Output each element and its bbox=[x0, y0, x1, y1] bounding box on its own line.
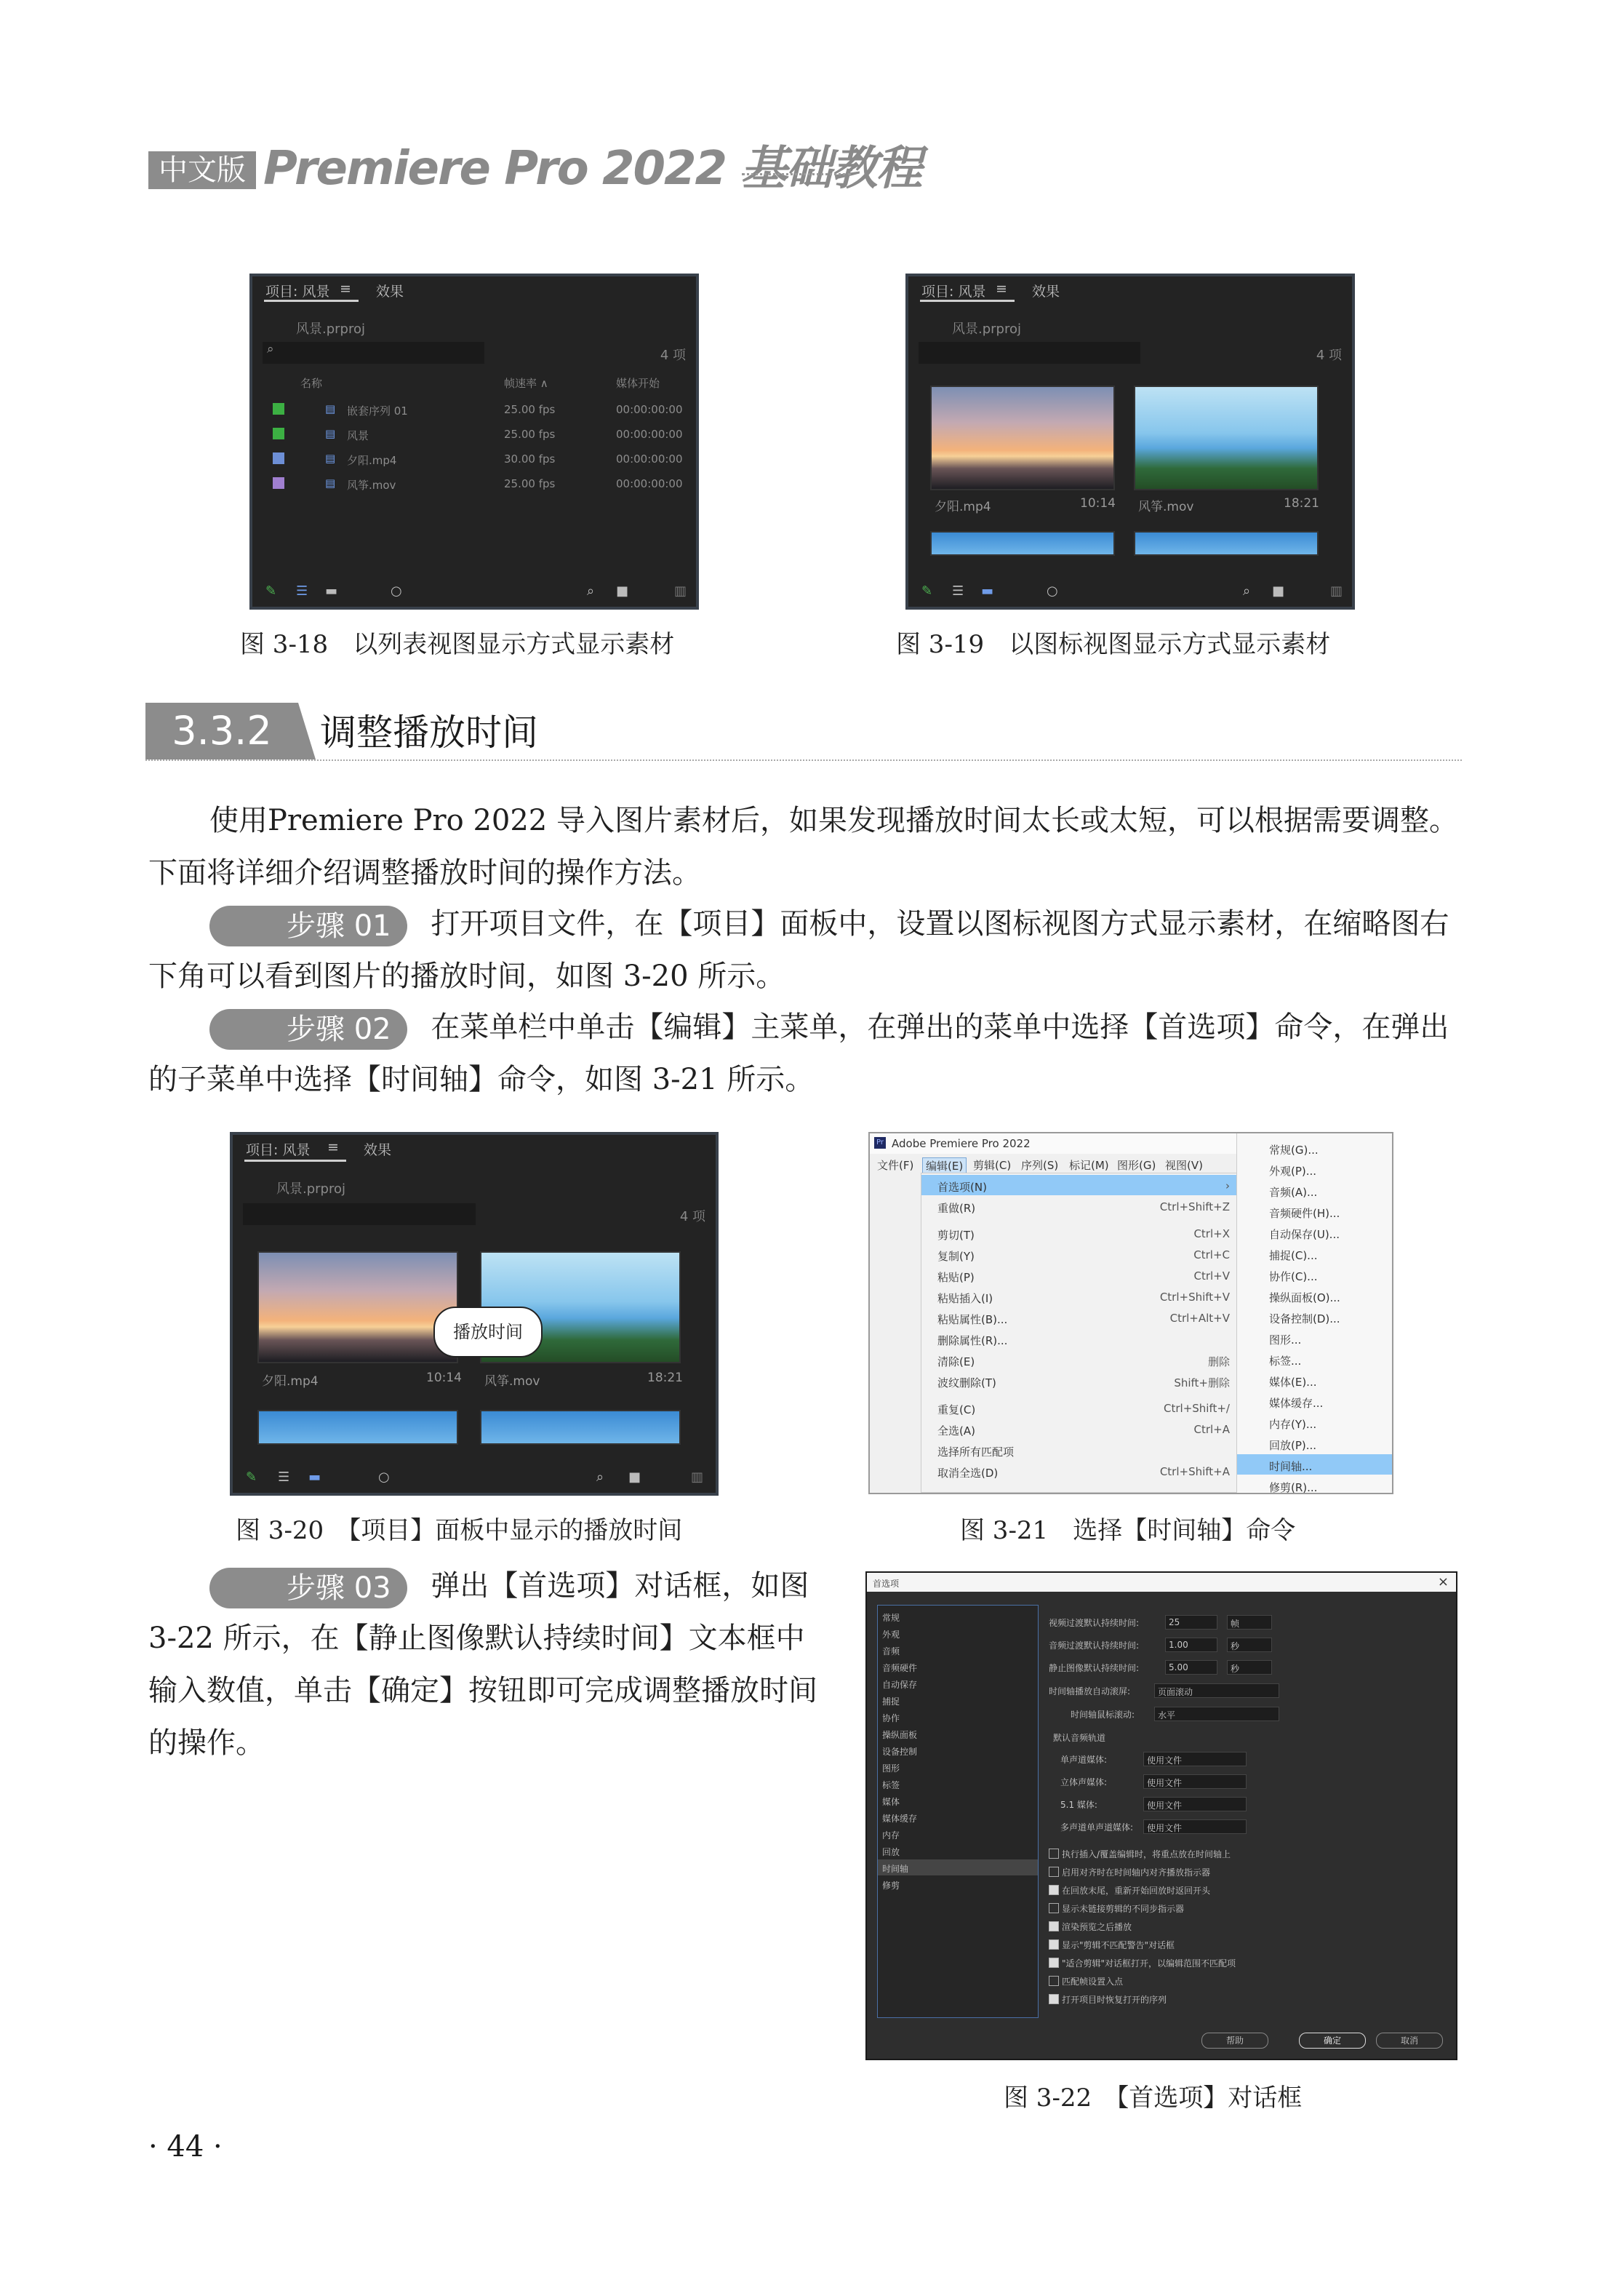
menu-item-shortcut: Ctrl+X bbox=[1193, 1227, 1230, 1240]
nav-item[interactable] bbox=[878, 1726, 1038, 1742]
figure-3-19-caption: 图 3-19 以图标视图显示方式显示素材 bbox=[896, 630, 1331, 659]
audio-track-label: 立体声媒体: bbox=[1060, 1777, 1108, 1787]
menu-0[interactable]: 文件(F) bbox=[877, 1159, 914, 1172]
preferences-nav bbox=[877, 1605, 1039, 2018]
thumbnail-sunset[interactable] bbox=[930, 386, 1115, 490]
clip-type-icon: ▤ bbox=[325, 476, 336, 490]
figure-3-20-caption: 图 3-20 【项目】面板中显示的播放时间 bbox=[236, 1516, 683, 1545]
submenu-item-label: 媒体缓存... bbox=[1269, 1397, 1324, 1410]
nav-item-label: 修剪 bbox=[882, 1881, 900, 1891]
duration-value: 5.00 bbox=[1169, 1662, 1188, 1672]
submenu-item[interactable] bbox=[1237, 1307, 1393, 1327]
thumbnail[interactable] bbox=[257, 1410, 458, 1445]
table-row[interactable] bbox=[252, 471, 696, 495]
audio-track-select[interactable] bbox=[1143, 1797, 1247, 1811]
menu-item-label: 剪切(T) bbox=[937, 1229, 975, 1242]
menu-item-label: 复制(Y) bbox=[937, 1250, 975, 1263]
table-row[interactable] bbox=[252, 447, 696, 470]
checkbox[interactable] bbox=[1049, 1958, 1059, 1968]
checkbox[interactable] bbox=[1049, 1994, 1059, 2004]
pencil-icon[interactable]: ✎ bbox=[921, 583, 933, 599]
step-3-paragraph bbox=[148, 1560, 832, 1769]
submenu-item-label: 音频硬件(H)... bbox=[1269, 1207, 1340, 1220]
submenu-item[interactable] bbox=[1237, 1180, 1393, 1200]
menu-item-shortcut: Ctrl+V bbox=[1193, 1269, 1230, 1283]
tab-underline bbox=[264, 300, 359, 302]
dialog-title: 首选项 bbox=[873, 1579, 900, 1589]
list-view-icon[interactable]: ☰ bbox=[296, 583, 308, 599]
page-number: · 44 · bbox=[148, 2130, 223, 2164]
nav-item[interactable] bbox=[878, 1776, 1038, 1792]
preferences-submenu bbox=[1236, 1133, 1393, 1493]
book-title: Premiere Pro 2022 基础教程 bbox=[263, 142, 921, 196]
audio-track-select[interactable] bbox=[1143, 1752, 1247, 1766]
menu-item-shortcut: 删除 bbox=[1207, 1355, 1230, 1368]
nav-item-label: 图形 bbox=[882, 1763, 900, 1774]
nav-item-label: 回放 bbox=[882, 1847, 900, 1857]
menu-item-label: 重复(C) bbox=[937, 1403, 976, 1416]
step-2-text: 在菜单栏中单击【编辑】主菜单，在弹出的菜单中选择【首选项】命令，在弹出的子菜单中选择【时间轴】命令，如图 3-21 所示。 bbox=[148, 1010, 1449, 1096]
edit-menu-item[interactable] bbox=[921, 1328, 1237, 1349]
checkbox-label: 执行插入/覆盖编辑时，将重点放在时间轴上 bbox=[1062, 1849, 1231, 1859]
edit-menu-item[interactable] bbox=[921, 1265, 1237, 1285]
clip-media-start: 00:00:00:00 bbox=[616, 477, 683, 490]
project-file-name: 风景.prproj bbox=[952, 322, 1021, 337]
clip-fps: 25.00 fps bbox=[504, 477, 556, 490]
nav-item[interactable] bbox=[878, 1608, 1038, 1624]
menu-item-label: 清除(E) bbox=[937, 1355, 975, 1368]
edit-menu-item[interactable] bbox=[921, 1175, 1237, 1195]
edit-menu-item[interactable] bbox=[921, 1223, 1237, 1243]
nav-item-label: 外观 bbox=[882, 1630, 900, 1640]
edit-menu bbox=[921, 1173, 1238, 1493]
nav-item-label: 设备控制 bbox=[882, 1747, 918, 1757]
folder-icon[interactable]: ■ bbox=[628, 1470, 641, 1485]
menu-1[interactable]: 编辑(E) bbox=[922, 1157, 967, 1174]
clip-media-start: 00:00:00:00 bbox=[616, 452, 683, 466]
select-value: 使用文件 bbox=[1147, 1823, 1183, 1833]
checkbox-label: 启用对齐时在时间轴内对齐播放指示器 bbox=[1062, 1867, 1211, 1878]
menu-item-shortcut: Ctrl+C bbox=[1193, 1248, 1230, 1261]
edit-menu-item[interactable] bbox=[921, 1349, 1237, 1370]
pencil-icon[interactable]: ✎ bbox=[246, 1470, 257, 1485]
audio-track-select[interactable] bbox=[1143, 1774, 1247, 1789]
label-color-swatch bbox=[273, 403, 284, 415]
nav-item[interactable] bbox=[878, 1876, 1038, 1892]
nav-item[interactable] bbox=[878, 1759, 1038, 1775]
zoom-slider-icon[interactable]: ○ bbox=[1047, 583, 1058, 599]
menu-item-label: 选择所有匹配项 bbox=[937, 1445, 1015, 1459]
section-title: 调整播放时间 bbox=[320, 711, 538, 754]
duration-callout: 播放时间 bbox=[433, 1307, 543, 1357]
list-view-icon[interactable]: ☰ bbox=[952, 583, 964, 599]
tab-project[interactable]: 项目: 风景 bbox=[246, 1142, 311, 1158]
checkbox[interactable] bbox=[1049, 1976, 1059, 1986]
clip-type-icon: ▤ bbox=[325, 452, 336, 465]
submenu-item-label: 常规(G)... bbox=[1269, 1144, 1319, 1157]
icon-view-icon[interactable]: ▬ bbox=[981, 583, 994, 599]
edit-menu-item[interactable] bbox=[921, 1196, 1237, 1216]
edit-menu-item[interactable] bbox=[921, 1244, 1237, 1264]
audio-track-label: 5.1 媒体: bbox=[1060, 1800, 1097, 1810]
figure-3-22-caption: 图 3-22 【首选项】对话框 bbox=[1004, 2083, 1303, 2113]
select-value: 使用文件 bbox=[1147, 1801, 1183, 1811]
group-label: 默认音频轨道 bbox=[1053, 1733, 1106, 1743]
submenu-item-label: 音频(A)... bbox=[1269, 1186, 1318, 1199]
menu-item-shortcut: Ctrl+Shift+/ bbox=[1164, 1402, 1230, 1415]
checkbox-label: 在回放末尾，重新开始回放时返回开头 bbox=[1062, 1886, 1211, 1896]
nav-item[interactable] bbox=[878, 1843, 1038, 1859]
figure-3-21 bbox=[868, 1132, 1393, 1494]
submenu-item-label: 媒体(E)... bbox=[1269, 1376, 1317, 1389]
menu-item-shortcut: Ctrl+Shift+A bbox=[1159, 1465, 1230, 1478]
nav-item[interactable] bbox=[878, 1826, 1038, 1842]
audio-track-label: 多声道单声道媒体: bbox=[1060, 1822, 1134, 1833]
menu-5[interactable]: 图形(G) bbox=[1117, 1159, 1156, 1172]
nav-item-label: 内存 bbox=[882, 1830, 900, 1841]
clip-name: 夕阳.mp4 bbox=[935, 500, 991, 514]
menu-item-label: 粘贴插入(I) bbox=[937, 1292, 993, 1305]
menu-item-shortcut: Ctrl+Shift+V bbox=[1159, 1291, 1230, 1304]
menu-4[interactable]: 标记(M) bbox=[1069, 1159, 1109, 1172]
column-media-start[interactable]: 媒体开始 bbox=[616, 377, 660, 390]
field-label: 视频过渡默认持续时间: bbox=[1049, 1618, 1140, 1628]
project-file-name: 风景.prproj bbox=[276, 1181, 345, 1197]
clip-name: 嵌套序列 01 bbox=[347, 404, 408, 418]
field-label: 静止图像默认持续时间: bbox=[1049, 1663, 1140, 1673]
nav-item-label: 媒体 bbox=[882, 1797, 900, 1807]
tab-menu-icon[interactable]: ≡ bbox=[327, 1139, 339, 1155]
table-row[interactable] bbox=[252, 397, 696, 420]
checkbox[interactable] bbox=[1049, 1867, 1059, 1877]
unit-select[interactable] bbox=[1227, 1638, 1272, 1652]
nav-item-label: 时间轴 bbox=[882, 1864, 909, 1874]
tab-menu-icon[interactable]: ≡ bbox=[996, 281, 1007, 297]
scroll-select[interactable] bbox=[1154, 1683, 1279, 1698]
step-3-badge: 步骤 03 bbox=[209, 1568, 407, 1608]
step-1-badge: 步骤 01 bbox=[209, 906, 407, 946]
figure-3-18 bbox=[249, 274, 699, 610]
menu-item-label: 波纹删除(T) bbox=[937, 1376, 996, 1389]
search-input[interactable] bbox=[919, 342, 1140, 364]
submenu-item-label: 内存(Y)... bbox=[1269, 1418, 1317, 1431]
nav-item-label: 协作 bbox=[882, 1713, 900, 1723]
zoom-slider-icon[interactable]: ○ bbox=[378, 1470, 390, 1485]
submenu-item-label: 协作(C)... bbox=[1269, 1270, 1318, 1283]
nav-item[interactable] bbox=[878, 1642, 1038, 1658]
figure-3-22 bbox=[865, 1571, 1457, 2060]
dialog-title-bar bbox=[867, 1573, 1456, 1592]
checkbox[interactable] bbox=[1049, 1885, 1059, 1895]
duration-input[interactable] bbox=[1165, 1660, 1217, 1675]
clip-name: 夕阳.mp4 bbox=[347, 454, 397, 467]
cancel-button[interactable]: 取消 bbox=[1376, 2033, 1443, 2049]
edit-menu-item[interactable] bbox=[921, 1371, 1237, 1391]
menu-item-shortcut: Shift+删除 bbox=[1174, 1376, 1230, 1389]
section-divider bbox=[145, 759, 1462, 761]
item-count: 4 项 bbox=[679, 1209, 705, 1224]
field-label: 音频过渡默认持续时间: bbox=[1049, 1640, 1140, 1651]
nav-item-label: 操纵面板 bbox=[882, 1730, 918, 1740]
panel-toolbar bbox=[252, 578, 696, 607]
thumbnail[interactable] bbox=[930, 531, 1115, 556]
step-1-text: 打开项目文件，在【项目】面板中，设置以图标视图方式显示素材，在缩略图右下角可以看到图片的播放时间，如图 3-20 所示。 bbox=[148, 907, 1449, 993]
clip-name: 风筝.mov bbox=[1138, 500, 1194, 514]
menu-6[interactable]: 视图(V) bbox=[1165, 1159, 1203, 1172]
section-number: 3.3.2 bbox=[145, 703, 298, 759]
close-icon[interactable]: × bbox=[1437, 1574, 1449, 1590]
edit-menu-item[interactable] bbox=[921, 1461, 1237, 1481]
submenu-item[interactable] bbox=[1237, 1285, 1393, 1306]
submenu-item-label: 操纵面板(O)... bbox=[1269, 1291, 1340, 1304]
trash-icon[interactable]: ▥ bbox=[691, 1470, 704, 1485]
checkbox[interactable] bbox=[1049, 1849, 1059, 1859]
edit-menu-item[interactable] bbox=[921, 1286, 1237, 1307]
field-label: 时间轴鼠标滚动: bbox=[1071, 1710, 1135, 1720]
table-row[interactable] bbox=[252, 422, 696, 445]
menu-item-shortcut: Ctrl+Alt+V bbox=[1169, 1312, 1230, 1325]
submenu-item[interactable] bbox=[1237, 1391, 1393, 1411]
clip-duration: 18:21 bbox=[1284, 496, 1319, 511]
tab-menu-icon[interactable]: ≡ bbox=[340, 281, 351, 297]
clip-duration: 10:14 bbox=[1080, 496, 1116, 511]
thumbnail-sunset[interactable] bbox=[257, 1251, 458, 1363]
folder-icon[interactable]: ■ bbox=[1272, 583, 1285, 599]
submenu-item-label: 设备控制(D)... bbox=[1269, 1312, 1340, 1325]
column-name[interactable]: 名称 bbox=[300, 377, 323, 390]
select-value: 页面滚动 bbox=[1158, 1687, 1193, 1697]
nav-item-label: 音频 bbox=[882, 1646, 900, 1656]
nav-item-label: 自动保存 bbox=[882, 1680, 918, 1690]
figure-3-18-caption: 图 3-18 以列表视图显示方式显示素材 bbox=[240, 630, 675, 659]
step-2-badge: 步骤 02 bbox=[209, 1009, 407, 1050]
tab-project[interactable]: 项目: 风景 bbox=[265, 284, 330, 300]
search-input[interactable] bbox=[243, 1203, 476, 1225]
edit-menu-item[interactable] bbox=[921, 1419, 1237, 1439]
step-1-paragraph bbox=[148, 898, 1462, 1002]
search-input[interactable] bbox=[263, 342, 484, 364]
submenu-item[interactable] bbox=[1237, 1159, 1393, 1179]
submenu-item[interactable] bbox=[1237, 1475, 1393, 1494]
tab-project[interactable]: 项目: 风景 bbox=[921, 284, 986, 300]
clip-duration: 10:14 bbox=[426, 1371, 462, 1385]
nav-item[interactable] bbox=[878, 1793, 1038, 1809]
unit-value: 秒 bbox=[1231, 1664, 1240, 1674]
clip-duration: 18:21 bbox=[647, 1371, 683, 1385]
trash-icon[interactable]: ▥ bbox=[674, 583, 687, 599]
tab-effects[interactable]: 效果 bbox=[1032, 284, 1060, 300]
scroll-select[interactable] bbox=[1154, 1707, 1279, 1721]
submenu-item[interactable] bbox=[1237, 1433, 1393, 1453]
header-divider bbox=[742, 173, 851, 175]
submenu-item[interactable] bbox=[1237, 1370, 1393, 1390]
menu-item-label: 重做(R) bbox=[937, 1202, 976, 1215]
item-count: 4 项 bbox=[1316, 348, 1342, 363]
submenu-item-label: 时间轴... bbox=[1269, 1460, 1313, 1473]
label-color-swatch bbox=[273, 428, 284, 439]
search-icon[interactable]: ⌕ bbox=[587, 583, 595, 599]
tab-underline bbox=[920, 300, 1015, 302]
search-icon[interactable]: ⌕ bbox=[596, 1470, 604, 1485]
clip-media-start: 00:00:00:00 bbox=[616, 403, 683, 416]
series-badge: 中文版 bbox=[148, 151, 256, 189]
edit-menu-item[interactable] bbox=[921, 1440, 1237, 1460]
checkbox-label: 打开项目时恢复打开的序列 bbox=[1062, 1995, 1167, 2005]
submenu-item-label: 修剪(R)... bbox=[1269, 1481, 1318, 1494]
thumbnail[interactable] bbox=[1134, 531, 1319, 556]
premiere-logo-icon: Pr bbox=[874, 1137, 886, 1149]
clip-name: 风筝.mov bbox=[347, 479, 396, 492]
menu-item-label: 粘贴(P) bbox=[937, 1271, 975, 1284]
submenu-item[interactable] bbox=[1237, 1349, 1393, 1369]
menu-2[interactable]: 剪辑(C) bbox=[973, 1159, 1012, 1172]
intro-paragraph: 使用Premiere Pro 2022 导入图片素材后，如果发现播放时间太长或太短，可以根据需要调整。下面将详细介绍调整播放时间的操作方法。 bbox=[148, 804, 1458, 890]
checkbox[interactable] bbox=[1049, 1921, 1059, 1931]
ok-button[interactable]: 确定 bbox=[1299, 2033, 1366, 2049]
checkbox[interactable] bbox=[1049, 1939, 1059, 1950]
tab-effects[interactable]: 效果 bbox=[376, 284, 404, 300]
audio-track-label: 单声道媒体: bbox=[1060, 1755, 1108, 1765]
pencil-icon[interactable]: ✎ bbox=[265, 583, 277, 599]
menu-item-shortcut: › bbox=[1225, 1179, 1230, 1192]
select-value: 使用文件 bbox=[1147, 1755, 1183, 1766]
field-label: 时间轴播放自动滚屏: bbox=[1049, 1686, 1131, 1696]
nav-item-label: 捕捉 bbox=[882, 1696, 900, 1707]
submenu-item-label: 捕捉(C)... bbox=[1269, 1249, 1318, 1262]
panel-toolbar bbox=[233, 1464, 716, 1493]
nav-item[interactable] bbox=[878, 1659, 1038, 1675]
tab-underline bbox=[244, 1160, 346, 1162]
checkbox-label: 匹配帧设置入点 bbox=[1062, 1977, 1124, 1987]
label-color-swatch bbox=[273, 452, 284, 464]
icon-view-icon[interactable]: ▬ bbox=[308, 1470, 321, 1485]
nav-item-label: 媒体缓存 bbox=[882, 1814, 918, 1824]
zoom-slider-icon[interactable]: ○ bbox=[391, 583, 402, 599]
nav-item[interactable] bbox=[878, 1809, 1038, 1825]
thumbnail-kite[interactable] bbox=[1134, 386, 1319, 490]
panel-toolbar bbox=[908, 578, 1352, 607]
figure-3-20 bbox=[230, 1132, 719, 1496]
submenu-item-label: 回放(P)... bbox=[1269, 1439, 1317, 1452]
duration-input[interactable] bbox=[1165, 1638, 1217, 1652]
submenu-item-label: 图形... bbox=[1269, 1333, 1302, 1347]
label-color-swatch bbox=[273, 477, 284, 489]
unit-value: 秒 bbox=[1231, 1641, 1240, 1651]
unit-select[interactable] bbox=[1227, 1660, 1272, 1675]
select-value: 水平 bbox=[1158, 1710, 1176, 1720]
clip-name: 风筝.mov bbox=[484, 1374, 540, 1389]
list-view-icon[interactable]: ☰ bbox=[278, 1470, 290, 1485]
item-count: 4 项 bbox=[660, 348, 686, 363]
menu-item-shortcut: Ctrl+Shift+Z bbox=[1159, 1200, 1230, 1213]
menu-item-label: 首选项(N) bbox=[937, 1181, 987, 1194]
submenu-item[interactable] bbox=[1237, 1412, 1393, 1432]
search-icon: ⌕ bbox=[267, 342, 274, 356]
unit-select[interactable] bbox=[1227, 1615, 1272, 1630]
help-button[interactable]: 帮助 bbox=[1201, 2033, 1268, 2049]
menu-item-label: 删除属性(R)... bbox=[937, 1334, 1008, 1347]
submenu-item[interactable] bbox=[1237, 1454, 1393, 1475]
clip-fps: 25.00 fps bbox=[504, 403, 556, 416]
clip-fps: 25.00 fps bbox=[504, 428, 556, 441]
search-icon[interactable]: ⌕ bbox=[1243, 583, 1251, 599]
menu-item-shortcut: Ctrl+A bbox=[1193, 1423, 1230, 1436]
column-fps[interactable]: 帧速率 ∧ bbox=[504, 377, 548, 390]
submenu-item[interactable] bbox=[1237, 1328, 1393, 1348]
checkbox-label: 显示未链接剪辑的不同步指示器 bbox=[1062, 1904, 1185, 1914]
checkbox-label: 显示"剪辑不匹配警告"对话框 bbox=[1062, 1940, 1175, 1950]
nav-item-label: 标签 bbox=[882, 1780, 900, 1790]
submenu-item[interactable] bbox=[1237, 1243, 1393, 1264]
edit-menu-item[interactable] bbox=[921, 1307, 1237, 1328]
clip-fps: 30.00 fps bbox=[504, 452, 556, 466]
nav-item[interactable] bbox=[878, 1692, 1038, 1708]
folder-icon[interactable]: ■ bbox=[616, 583, 629, 599]
thumbnail[interactable] bbox=[480, 1410, 681, 1445]
checkbox-label: "适合剪辑"对话框打开，以编辑范围不匹配项 bbox=[1062, 1958, 1236, 1969]
menu-item-label: 取消全选(D) bbox=[937, 1467, 999, 1480]
submenu-item[interactable] bbox=[1237, 1201, 1393, 1221]
audio-track-select[interactable] bbox=[1143, 1819, 1247, 1834]
checkbox[interactable] bbox=[1049, 1903, 1059, 1913]
checkbox-label: 渲染预览之后播放 bbox=[1062, 1922, 1132, 1932]
submenu-item-label: 自动保存(U)... bbox=[1269, 1228, 1340, 1241]
figure-3-19 bbox=[905, 274, 1355, 610]
unit-value: 帧 bbox=[1231, 1619, 1240, 1629]
submenu-item[interactable] bbox=[1237, 1264, 1393, 1285]
submenu-item-label: 外观(P)... bbox=[1269, 1165, 1317, 1178]
nav-item[interactable] bbox=[878, 1742, 1038, 1758]
clip-name: 风景 bbox=[347, 429, 369, 442]
clip-type-icon: ▤ bbox=[325, 402, 336, 415]
app-title: Adobe Premiere Pro 2022 bbox=[892, 1137, 1031, 1150]
trash-icon[interactable]: ▥ bbox=[1330, 583, 1343, 599]
menu-3[interactable]: 序列(S) bbox=[1021, 1159, 1059, 1172]
project-file-name: 风景.prproj bbox=[296, 322, 365, 337]
submenu-item[interactable] bbox=[1237, 1222, 1393, 1243]
step-3-text: 弹出【首选项】对话框，如图 3-22 所示，在【静止图像默认持续时间】文本框中输入数值，单击【确定】按钮即可完成调整播放时间的操作。 bbox=[148, 1569, 817, 1760]
nav-item[interactable] bbox=[878, 1625, 1038, 1641]
edit-menu-item[interactable] bbox=[921, 1397, 1237, 1418]
submenu-item-label: 标签... bbox=[1269, 1355, 1302, 1368]
select-value: 使用文件 bbox=[1147, 1778, 1183, 1788]
duration-value: 1.00 bbox=[1169, 1640, 1188, 1650]
clip-type-icon: ▤ bbox=[325, 427, 336, 440]
submenu-item[interactable] bbox=[1237, 1138, 1393, 1158]
duration-input[interactable] bbox=[1165, 1615, 1217, 1630]
nav-item[interactable] bbox=[878, 1675, 1038, 1691]
menu-item-label: 粘贴属性(B)... bbox=[937, 1313, 1008, 1326]
figure-3-21-caption: 图 3-21 选择【时间轴】命令 bbox=[960, 1516, 1296, 1545]
tab-effects[interactable]: 效果 bbox=[364, 1142, 392, 1158]
nav-item[interactable] bbox=[878, 1709, 1038, 1725]
nav-item-label: 音频硬件 bbox=[882, 1663, 918, 1673]
duration-value: 25 bbox=[1169, 1617, 1180, 1627]
nav-item-label: 常规 bbox=[882, 1613, 900, 1623]
icon-view-icon[interactable]: ▬ bbox=[325, 583, 338, 599]
clip-name: 夕阳.mp4 bbox=[262, 1374, 319, 1389]
menu-item-label: 全选(A) bbox=[937, 1424, 975, 1437]
step-2-paragraph bbox=[148, 1001, 1462, 1106]
clip-media-start: 00:00:00:00 bbox=[616, 428, 683, 441]
nav-item[interactable] bbox=[878, 1859, 1038, 1875]
